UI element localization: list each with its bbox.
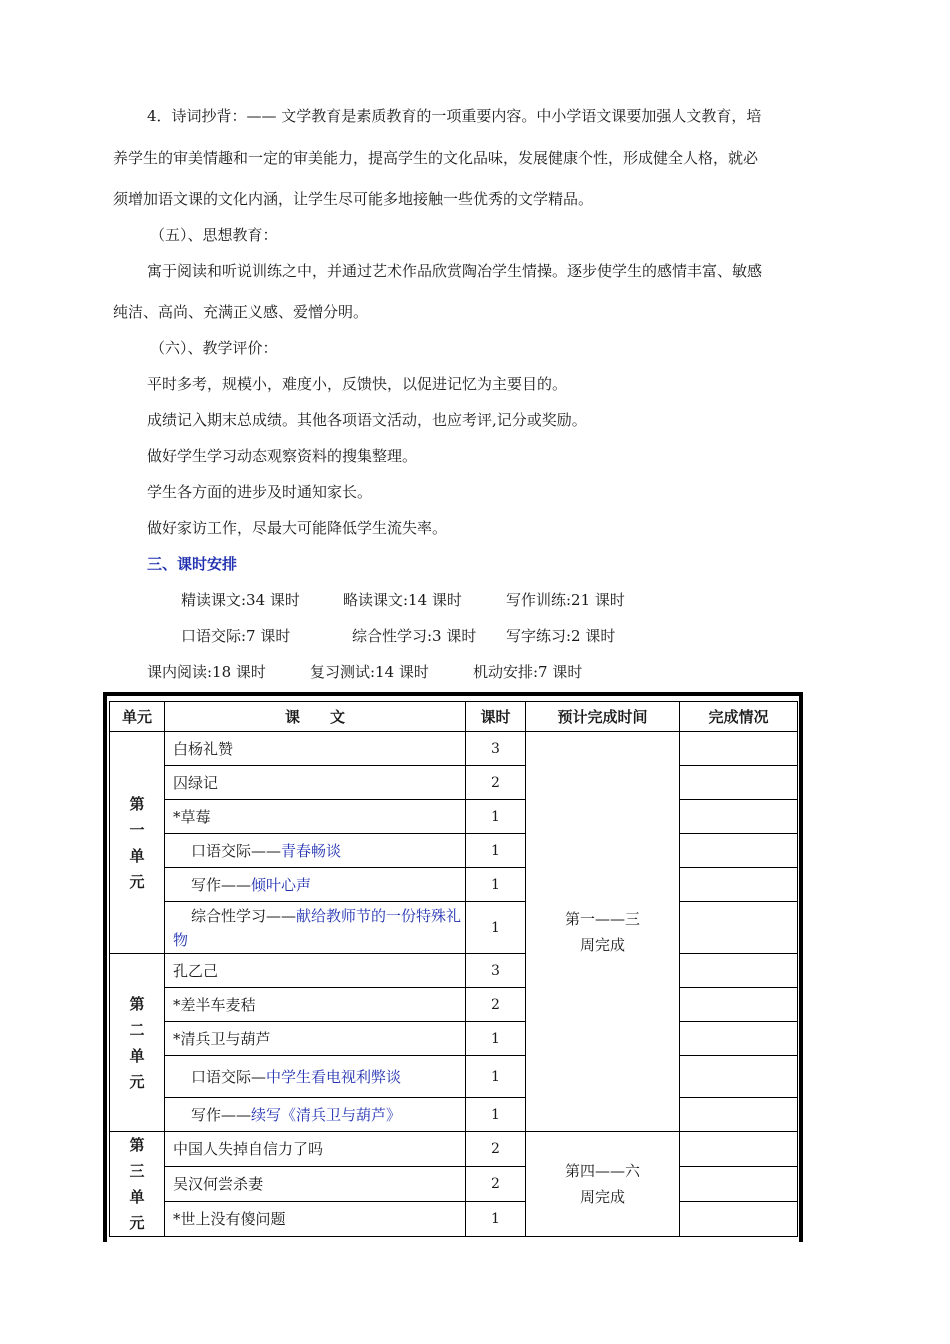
hours-cell: 3 [466, 954, 526, 988]
hours-cell: 3 [466, 732, 526, 766]
schedule-table [109, 701, 798, 1237]
schedule-table-frame [103, 692, 803, 1242]
poetry-para-line-1: 4．诗词抄背：—— 文学教育是素质教育的一项重要内容。中小学语文课要加强人文教育，培 [147, 107, 762, 125]
hours-cell: 1 [466, 1202, 526, 1237]
status-cell [680, 902, 798, 954]
lesson-cell [165, 800, 466, 834]
lesson-text: *清兵卫与葫芦 [173, 1029, 271, 1048]
lesson-cell [165, 1022, 466, 1056]
status-cell [680, 1022, 798, 1056]
status-cell [680, 1132, 798, 1167]
lesson-cell [165, 902, 466, 954]
lesson-topic: 续写《清兵卫与葫芦》 [251, 1105, 402, 1124]
heading-evaluation: （六）、教学评价： [150, 339, 278, 357]
lesson-text: 中国人失掉自信力了吗 [173, 1140, 324, 1158]
poetry-para-line-2: 养学生的审美情趣和一定的审美能力，提高学生的文化品味，发展健康个性，形成健全人格，就必 [113, 149, 759, 167]
status-cell [680, 732, 798, 766]
lesson-prefix: 综合性学习—— [191, 906, 297, 925]
status-cell [680, 1056, 798, 1098]
hours-cell: 1 [466, 902, 526, 954]
lesson-cell [165, 988, 466, 1022]
hours-in-class-reading: 课内阅读:18 课时 [147, 663, 266, 681]
header-status: 完成情况 [680, 702, 798, 732]
hours-writing: 写作训练:21 课时 [506, 591, 625, 609]
plan-line-1: 第一——三 [564, 909, 640, 928]
hours-cell: 1 [466, 834, 526, 868]
table-row [110, 868, 798, 902]
hours-intensive-reading: 精读课文:34 课时 [181, 591, 300, 609]
status-cell [680, 988, 798, 1022]
hours-cell: 2 [466, 766, 526, 800]
status-cell [680, 1202, 798, 1237]
status-cell [680, 1167, 798, 1202]
lesson-cell [165, 868, 466, 902]
table-row [110, 1202, 798, 1237]
lesson-cell [165, 834, 466, 868]
unit-label: 第二单元 [129, 994, 145, 1091]
hours-cell: 1 [466, 1022, 526, 1056]
header-hours: 课时 [466, 702, 526, 732]
hours-cell: 2 [466, 1167, 526, 1202]
unit-cell-3 [110, 1132, 165, 1237]
plan-cell-2 [526, 1132, 680, 1237]
plan-cell-1 [526, 732, 680, 1132]
heading-ideology: （五）、思想教育： [150, 226, 278, 244]
hours-integrated: 综合性学习:3 课时 [352, 627, 477, 645]
table-row [110, 1056, 798, 1098]
table-row [110, 1022, 798, 1056]
table-header-row [110, 702, 798, 732]
table-row [110, 902, 798, 954]
plan-line-2: 周完成 [579, 935, 625, 954]
lesson-cell [165, 732, 466, 766]
unit-label: 第一单元 [129, 794, 145, 891]
lesson-cell [165, 954, 466, 988]
lesson-prefix: 写作—— [191, 875, 252, 894]
hours-cell: 2 [466, 1132, 526, 1167]
status-cell [680, 800, 798, 834]
hours-oral: 口语交际:7 课时 [181, 627, 291, 645]
table-row [110, 766, 798, 800]
status-cell [680, 766, 798, 800]
status-cell [680, 868, 798, 902]
lesson-topic: 中学生看电视利弊谈 [266, 1067, 402, 1086]
lesson-prefix: 写作—— [191, 1105, 252, 1124]
plan-line-1: 第四——六 [564, 1162, 640, 1180]
ideology-para-line-1: 寓于阅读和听说训练之中，并通过艺术作品欣赏陶冶学生情操。逐步使学生的感情丰富、敏感 [147, 262, 763, 280]
table-row [110, 800, 798, 834]
lesson-topic: 倾叶心声 [251, 875, 312, 894]
lesson-text: 囚绿记 [173, 773, 219, 792]
table-row [110, 988, 798, 1022]
lesson-cell [165, 1056, 466, 1098]
hours-cell: 1 [466, 868, 526, 902]
header-unit: 单元 [110, 702, 165, 732]
lesson-text: *世上没有傻问题 [173, 1210, 286, 1228]
lesson-text: *草莓 [173, 807, 211, 826]
lesson-text: 吴汉何尝杀妻 [173, 1175, 264, 1193]
hours-review-test: 复习测试:14 课时 [310, 663, 429, 681]
lesson-text: *差半车麦秸 [173, 995, 256, 1014]
hours-cell: 1 [466, 1098, 526, 1132]
header-planned-time: 预计完成时间 [526, 702, 680, 732]
hours-cell: 1 [466, 1056, 526, 1098]
table-row [110, 1167, 798, 1202]
lesson-cell [165, 1132, 466, 1167]
lesson-cell [165, 766, 466, 800]
section-heading-schedule: 三、课时安排 [147, 555, 238, 573]
evaluation-item-1: 平时多考，规模小，难度小，反馈快，以促进记忆为主要目的。 [147, 375, 568, 393]
lesson-text: 白杨礼赞 [173, 739, 234, 758]
poetry-para-line-3: 须增加语文课的文化内涵，让学生尽可能多地接触一些优秀的文学精品。 [113, 190, 594, 208]
lesson-topic: 献给教师节的一份特殊礼物 [173, 906, 462, 949]
lesson-prefix: 口语交际—— [191, 841, 282, 860]
evaluation-item-5: 做好家访工作，尽最大可能降低学生流失率。 [147, 519, 448, 537]
evaluation-item-4: 学生各方面的进步及时通知家长。 [147, 483, 373, 501]
lesson-cell [165, 1202, 466, 1237]
status-cell [680, 954, 798, 988]
table-row [110, 1132, 798, 1167]
plan-line-2: 周完成 [579, 1188, 625, 1206]
evaluation-item-2: 成绩记入期末总成绩。其他各项语文活动，也应考评,记分或奖励。 [147, 411, 587, 429]
unit-label: 第三单元 [129, 1136, 145, 1232]
hours-flexible: 机动安排:7 课时 [473, 663, 583, 681]
unit-cell-1 [110, 732, 165, 954]
hours-cell: 1 [466, 800, 526, 834]
unit-cell-2 [110, 954, 165, 1132]
ideology-para-line-2: 纯洁、高尚、充满正义感、爱憎分明。 [113, 303, 369, 321]
hours-skim-reading: 略读课文:14 课时 [343, 591, 462, 609]
lesson-text: 孔乙己 [173, 961, 219, 980]
lesson-prefix: 口语交际— [191, 1067, 267, 1086]
evaluation-item-3: 做好学生学习动态观察资料的搜集整理。 [147, 447, 418, 465]
table-row [110, 1098, 798, 1132]
table-row [110, 954, 798, 988]
lesson-cell [165, 1098, 466, 1132]
lesson-topic: 青春畅谈 [281, 841, 342, 860]
hours-handwriting: 写字练习:2 课时 [506, 627, 616, 645]
table-row [110, 732, 798, 766]
status-cell [680, 834, 798, 868]
table-row [110, 834, 798, 868]
header-lesson: 课 文 [165, 702, 466, 732]
lesson-cell [165, 1167, 466, 1202]
status-cell [680, 1098, 798, 1132]
hours-cell: 2 [466, 988, 526, 1022]
